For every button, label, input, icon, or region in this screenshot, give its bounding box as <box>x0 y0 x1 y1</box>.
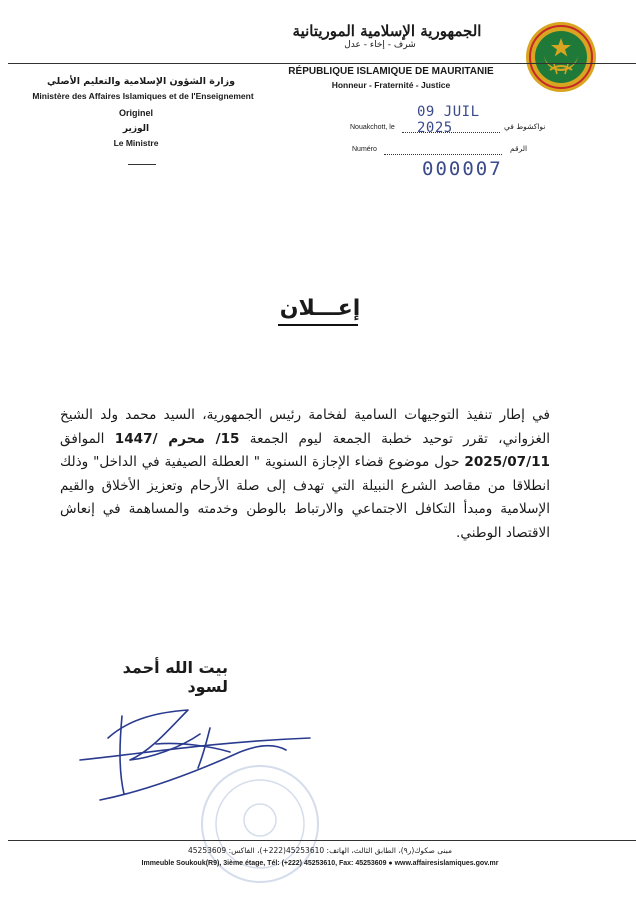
number-stamp: 000007 <box>422 158 503 180</box>
title-underline <box>278 324 358 326</box>
originel-label: Originel <box>118 108 153 118</box>
motto-ar: شرف - إخاء - عدل <box>344 40 416 50</box>
handwritten-signature-icon <box>60 698 340 808</box>
body-part-1: في إطار تنفيذ التوجيهات السامية لفخامة رئيس الجمهورية، السيد محمد ولد الشيخ الغزواني، تقرر توحيد خطبة الجمعة ليوم الجمعة <box>60 407 551 447</box>
signatory-name: بيت الله أحمد لسود <box>122 658 228 696</box>
announcement-body <box>60 404 550 546</box>
minister-divider <box>128 164 156 165</box>
place-label-fr: Nouakchott, le <box>350 124 395 131</box>
footer-address-fr: Immeuble Soukouk(R9), 3ième étage, Tél: (+222) 45253610, Fax: 45253609 ● www.affairesislamiques.gov.mr <box>141 860 499 867</box>
gregorian-date: 2025/07/11 <box>464 454 550 471</box>
header-divider <box>8 63 636 64</box>
republic-name-ar: الجمهورية الإسلامية الموريتانية <box>292 22 482 40</box>
number-label-fr: Numéro <box>352 146 377 153</box>
footer-divider <box>8 840 636 841</box>
document-title: إعـــلان <box>279 296 361 321</box>
ministry-name-fr: Ministère des Affaires Islamiques et de l'Enseignement <box>32 91 254 101</box>
minister-label-ar: الوزير <box>122 124 150 134</box>
republic-name-fr: RÉPUBLIQUE ISLAMIQUE DE MAURITANIE <box>288 66 494 77</box>
footer-address-ar: مبنى صكوك(ر٩)، الطابق الثالث، الهاتف: 45253610(222+)، الفاكس: 45253609 <box>188 846 452 855</box>
body-part-3: حول موضوع قضاء الإجازة السنوية " العطلة الصيفية في الداخل" وذلك انطلاقا من مقاصد الشرع النبيلة التي تهدف إلى صلة الأرحام وتعزيز الأخلاق والقيم الإسلامية ومبدأ التكافل الاجتماعي والارتباط بالوطن وخدمته والمساهمة في إنعاش الاقتصاد الوطني. <box>60 454 550 541</box>
minister-label-fr: Le Ministre <box>113 138 159 148</box>
date-stamp: 09 JUIL 2025 <box>417 104 480 136</box>
place-dotted-line <box>402 132 500 133</box>
motto-fr: Honneur - Fraternité - Justice <box>331 80 451 90</box>
ministry-name-ar: وزارة الشؤون الإسلامية والتعليم الأصلي <box>47 76 235 87</box>
hijri-date: 15/ محرم /1447 <box>114 430 240 447</box>
body-part-2: الموافق <box>60 430 105 447</box>
place-label-ar: نواكشوط في <box>504 122 546 131</box>
number-dotted-line <box>384 154 502 155</box>
national-emblem-icon <box>524 20 598 94</box>
number-label-ar: الرقم <box>510 144 528 153</box>
